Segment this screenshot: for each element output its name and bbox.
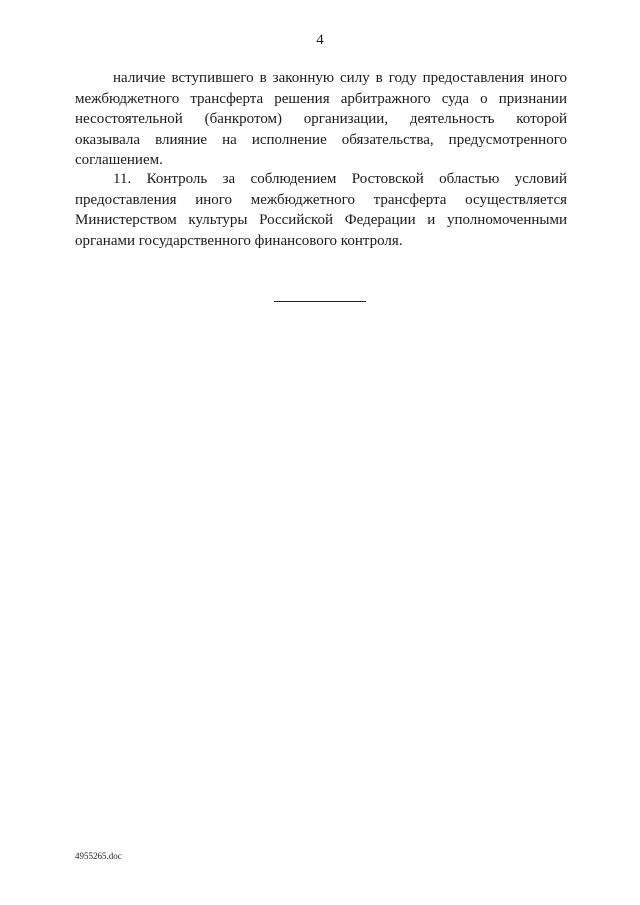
paragraph-bankruptcy-condition	[75, 68, 567, 171]
page-number: 4	[316, 32, 324, 48]
paragraph-line: органами государственного финансового контроля.	[75, 232, 403, 249]
paragraph-line: несостоятельной (банкротом) организации, деятельность которой	[75, 111, 567, 127]
paragraph-line: Министерством культуры Российской Федерации и уполномоченными	[75, 212, 567, 228]
paragraph-line: оказывала влияние на исполнение обязательства, предусмотренного	[75, 131, 567, 148]
paragraph-line: межбюджетного трансферта решения арбитражного суда о признании	[75, 90, 567, 107]
document-file-code: 4955265.doc	[75, 851, 122, 861]
paragraph-control-clause	[75, 169, 567, 251]
paragraph-line: соглашением.	[75, 152, 163, 168]
paragraph-line: наличие вступившего в законную силу в году предоставления иного	[113, 70, 567, 86]
paragraph-line: 11. Контроль за соблюдением Ростовской областью условий	[113, 171, 567, 187]
end-separator-line	[274, 301, 366, 302]
paragraph-line: предоставления иного межбюджетного трансферта осуществляется	[75, 191, 567, 208]
